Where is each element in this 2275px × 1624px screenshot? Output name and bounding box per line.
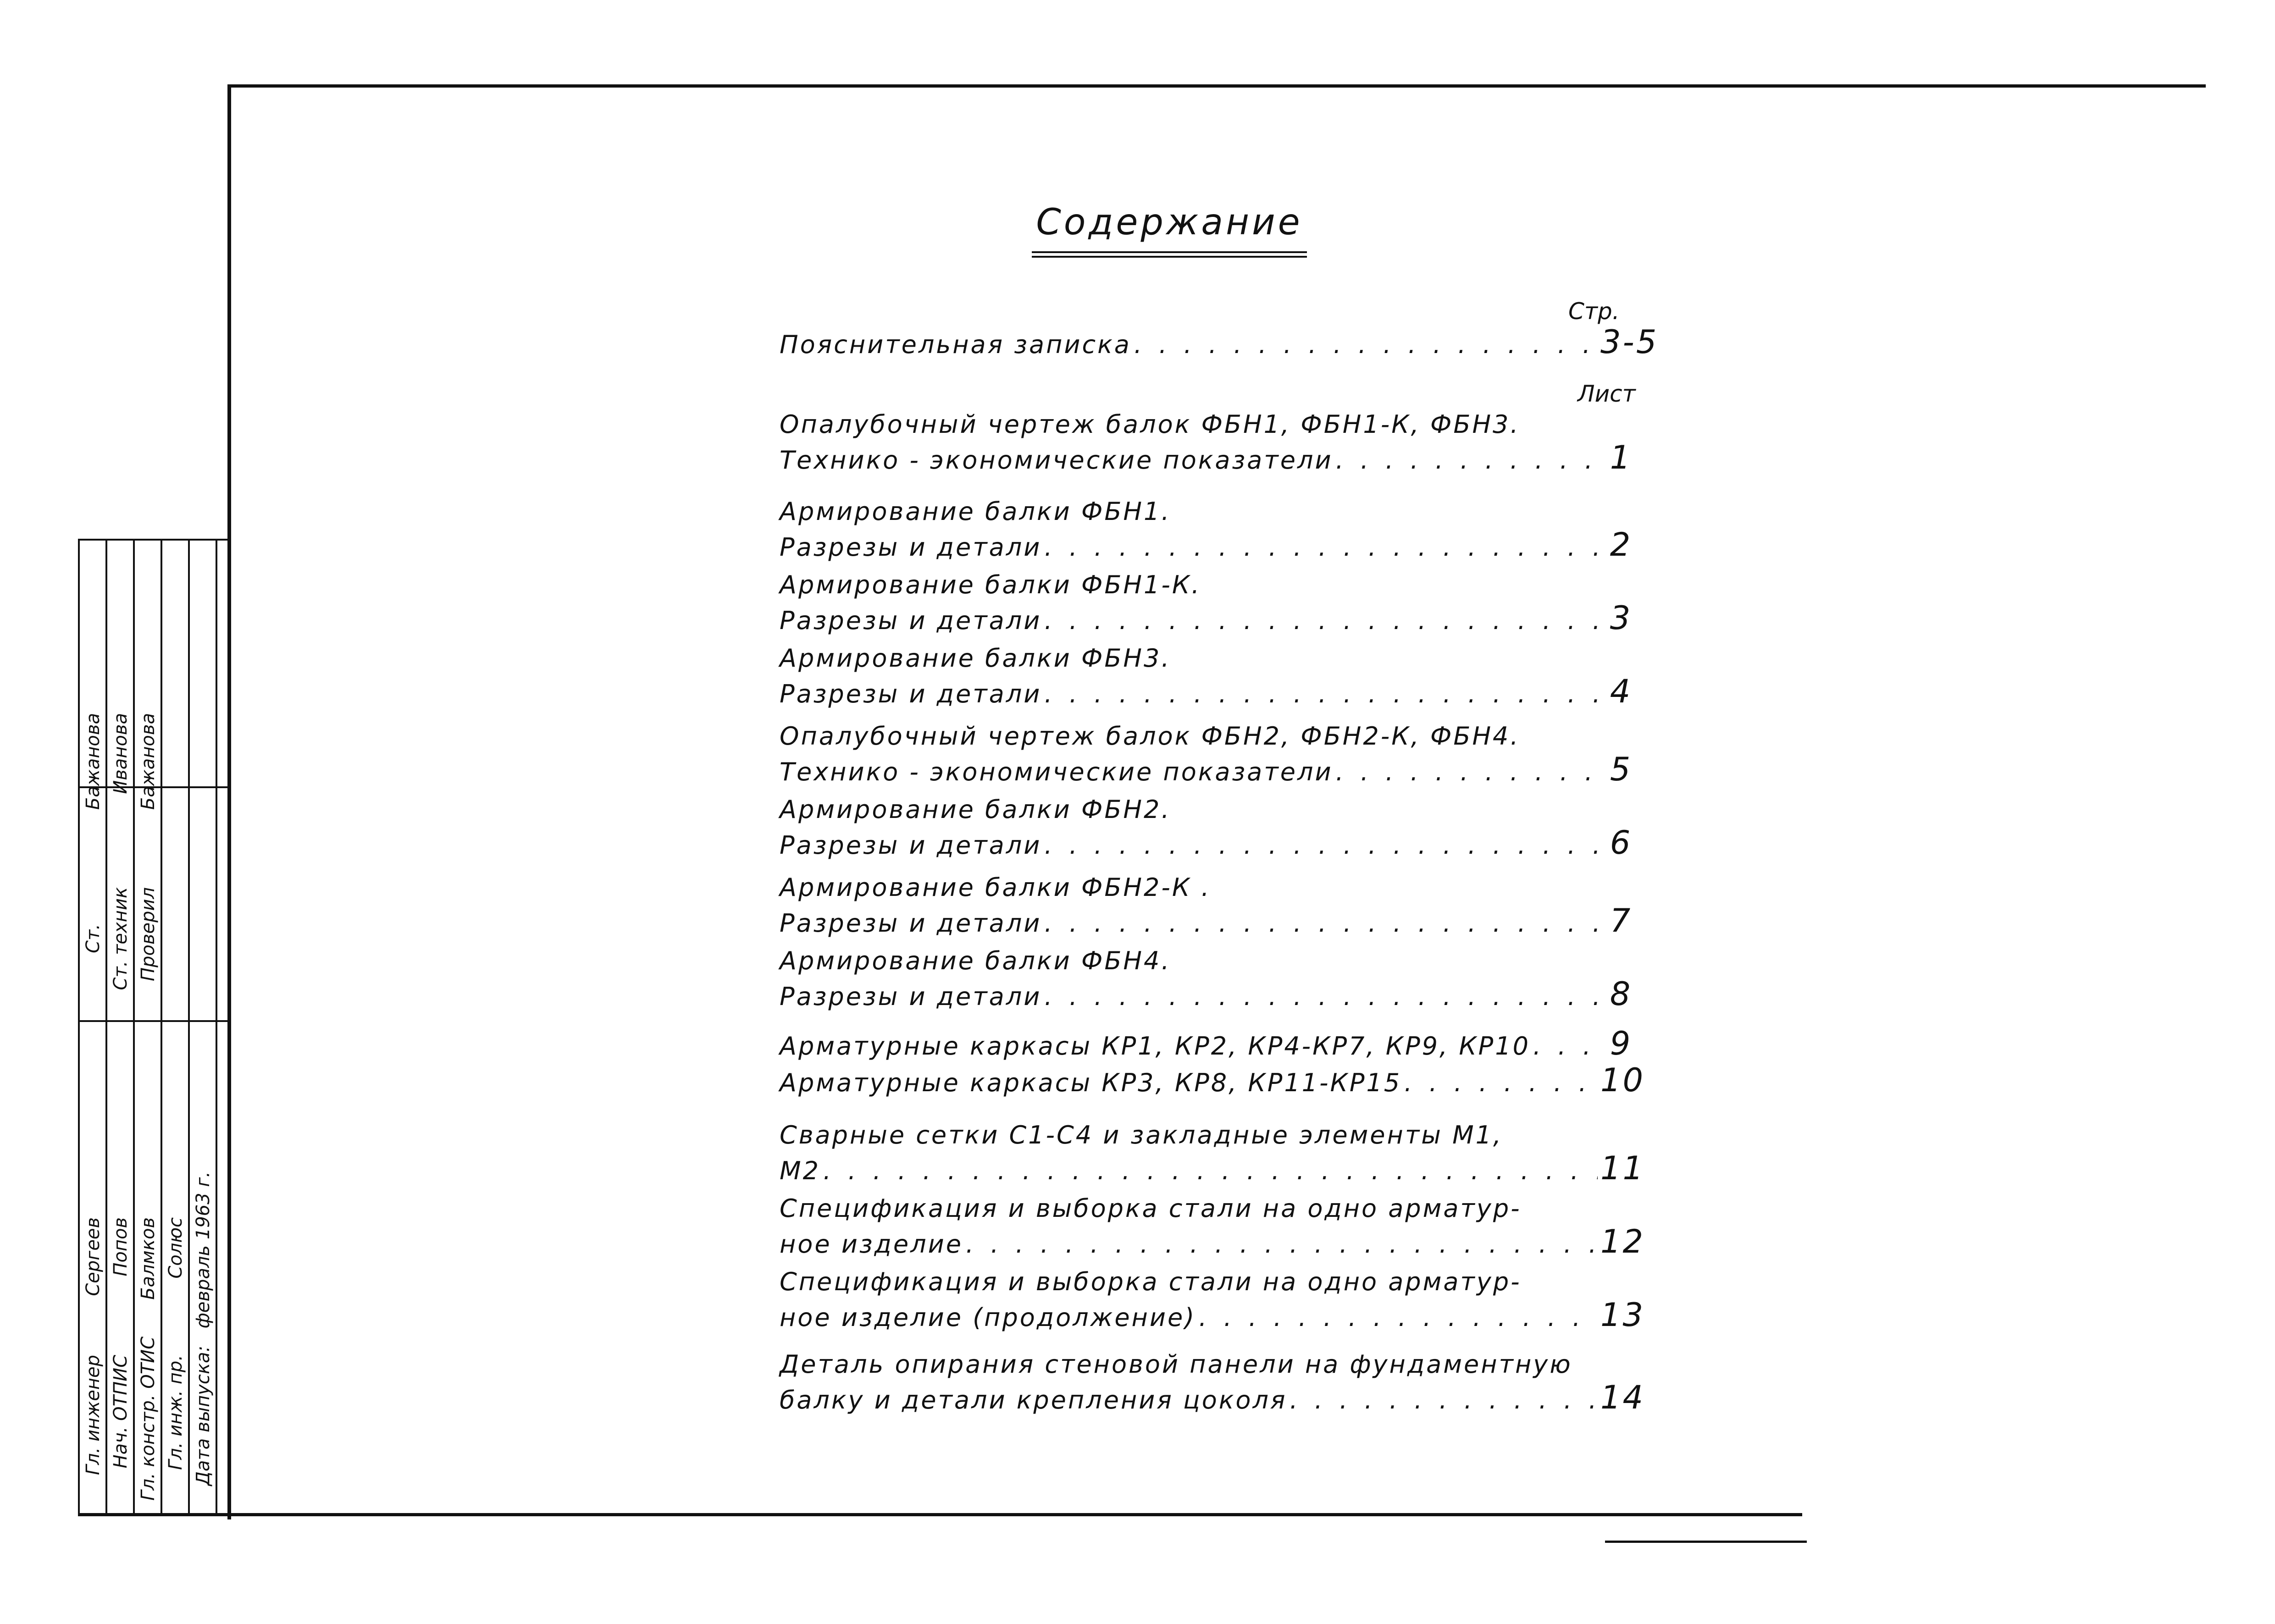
dot-leader [1199, 1301, 1598, 1334]
stamp-divider [78, 1020, 229, 1022]
toc-entry-subtitle: Разрезы и детали [780, 606, 1042, 635]
stamp-person: Солюс [165, 1217, 186, 1279]
dot-leader [1290, 1384, 1598, 1417]
stamp-date: февраль 1963 г. [193, 1171, 214, 1329]
title-underline [1032, 251, 1307, 253]
frame-top-border [229, 84, 2206, 88]
stamp-role: Гл. инж. пр. [165, 1355, 186, 1470]
toc-entry-title: Опалубочный чертеж балок ФБН2, ФБН2-К, ФБН4. [780, 722, 1520, 751]
toc-entry-subtitle: Технико - экономические показатели [780, 757, 1333, 786]
page-column-label: Стр. [1568, 298, 1620, 325]
stamp-top-line [78, 539, 229, 541]
toc-entry-subtitle: ное изделие (продолжение) [780, 1303, 1196, 1332]
stamp-column-line [78, 539, 80, 1513]
stamp-column-line [161, 539, 162, 1513]
toc-entry-title: Армирование балки ФБН3. [780, 644, 1171, 673]
stamp-role: Проверил [138, 887, 159, 982]
dot-leader [1044, 678, 1598, 711]
dot-leader [1336, 756, 1598, 789]
toc-entry-subtitle: Разрезы и детали [780, 533, 1042, 562]
toc-entry-subtitle: Пояснительная записка [780, 330, 1131, 359]
stamp-column-line [216, 539, 217, 1513]
toc-entry-title: Опалубочный чертеж балок ФБН1, ФБН1-К, ФБН3. [780, 410, 1520, 439]
stamp-person: Бажанова [138, 713, 159, 810]
toc-entry-number: 11 [1600, 1149, 1645, 1187]
dot-leader [966, 1228, 1598, 1261]
toc-entry-subtitle: балку и детали крепления цоколя [780, 1386, 1287, 1414]
stamp-person: Сергеев [83, 1217, 104, 1296]
toc-entry-line [780, 975, 1642, 1013]
toc-entry-title: Армирование балки ФБН1-К. [780, 570, 1201, 599]
stamp-role: Гл. инженер [83, 1355, 104, 1475]
stamp-person: Бажанова [83, 713, 104, 810]
stamp-column-line [188, 539, 190, 1513]
toc-entry-line [780, 1223, 1645, 1261]
toc-entry [780, 1027, 1642, 1063]
stamp-role: Гл. констр. ОТИС [138, 1337, 159, 1501]
toc-entry-number: 10 [1600, 1061, 1645, 1099]
toc-entry-line [780, 599, 1642, 637]
toc-entry-number: 3-5 [1600, 323, 1659, 361]
stamp-person: Иванова [110, 713, 131, 794]
toc-entry-line [780, 323, 1659, 361]
toc-entry [780, 793, 1642, 862]
toc-entry-line [780, 904, 1642, 940]
dot-leader [1044, 531, 1598, 564]
stamp-role: Ст. техник [110, 887, 131, 990]
toc-entry-number: 4 [1610, 673, 1633, 710]
stamp-person: Попов [110, 1217, 131, 1276]
dot-leader [1044, 980, 1598, 1013]
toc-entry [780, 945, 1642, 1013]
dot-leader [1533, 1030, 1598, 1063]
toc-entry [780, 495, 1642, 564]
dot-leader [823, 1154, 1598, 1188]
dot-leader [1044, 604, 1598, 637]
stamp-column-line [133, 539, 135, 1513]
toc-entry-subtitle: Разрезы и детали [780, 982, 1042, 1011]
stamp-column-line [105, 539, 107, 1513]
dot-leader [1336, 444, 1598, 477]
toc-entry-subtitle: Разрезы и детали [780, 909, 1042, 938]
toc-entry-line [780, 1061, 1645, 1099]
sheet-column-label: Лист [1578, 381, 1636, 407]
toc-entry [780, 871, 1642, 940]
toc-entry-subtitle: Технико - экономические показатели [780, 446, 1333, 475]
toc-entry-line [780, 528, 1642, 564]
frame-bottom-border [78, 1513, 1802, 1516]
toc-entry-title: Армирование балки ФБН2. [780, 795, 1171, 824]
toc-entry [780, 408, 1642, 477]
stamp-person: Балмков [138, 1217, 159, 1300]
title-block-stamp [78, 539, 229, 1513]
toc-entry-line [780, 675, 1642, 711]
toc-entry-number: 9 [1610, 1025, 1633, 1062]
toc-entry-title: Спецификация и выборка стали на одно арматур- [780, 1267, 1522, 1296]
dot-leader [1044, 907, 1598, 940]
toc-entry-subtitle: ное изделие [780, 1230, 963, 1259]
toc-entry-title: Спецификация и выборка стали на одно арматур- [780, 1194, 1522, 1223]
toc-entry [780, 720, 1642, 789]
dot-leader [1044, 829, 1598, 862]
toc-entry-subtitle: М2 [780, 1156, 820, 1185]
toc-entry [780, 569, 1642, 637]
toc-entry-subtitle: Арматурные каркасы КР1, КР2, КР4-КР7, КР9, КР10 [780, 1032, 1530, 1061]
toc-entry-number: 12 [1600, 1223, 1645, 1260]
toc-entry-subtitle: Разрезы и детали [780, 831, 1042, 860]
toc-entry-line [780, 1149, 1645, 1188]
toc-entry-line [780, 1027, 1642, 1063]
toc-entry-number: 6 [1610, 824, 1633, 862]
stamp-role: Ст. [83, 924, 104, 953]
title-underline-2 [1032, 256, 1307, 258]
toc-entry-title: Деталь опирания стеновой панели на фундаментную [780, 1350, 1572, 1379]
frame-bottom-border-segment [1605, 1541, 1807, 1543]
toc-entry-number: 7 [1610, 902, 1633, 939]
toc-entry-line [780, 826, 1642, 862]
toc-entry [780, 323, 1659, 361]
stamp-role: Дата выпуска: [193, 1346, 214, 1486]
toc-entry [780, 1192, 1645, 1261]
dot-leader [1404, 1066, 1598, 1099]
toc-entry-line [780, 1296, 1645, 1334]
toc-entry-line [780, 441, 1642, 477]
toc-entry-number: 3 [1610, 599, 1633, 637]
toc-entry-title: Армирование балки ФБН2-К . [780, 873, 1211, 902]
toc-entry-subtitle: Разрезы и детали [780, 679, 1042, 708]
toc-entry-line [780, 753, 1642, 789]
toc-entry-number: 13 [1600, 1296, 1645, 1334]
toc-entry-title: Сварные сетки С1-С4 и закладные элементы М1, [780, 1121, 1503, 1149]
toc-entry [780, 642, 1642, 711]
toc-entry-number: 2 [1610, 526, 1633, 563]
toc-entry-subtitle: Арматурные каркасы КР3, КР8, КР11-КР15 [780, 1068, 1402, 1097]
toc-entry-title: Армирование балки ФБН1. [780, 497, 1171, 526]
toc-entry [780, 1348, 1645, 1417]
toc-entry-line [780, 1379, 1645, 1417]
toc-entry-number: 14 [1600, 1379, 1645, 1416]
toc-entry-number: 1 [1610, 439, 1633, 476]
toc-entry [780, 1265, 1645, 1334]
dot-leader [1134, 328, 1598, 361]
toc-entry-number: 8 [1610, 975, 1633, 1013]
toc-entry [780, 1119, 1645, 1188]
toc-entry-number: 5 [1610, 751, 1633, 788]
toc-entry-title: Армирование балки ФБН4. [780, 946, 1171, 975]
page-title: Содержание [1036, 202, 1303, 243]
toc-entry [780, 1061, 1645, 1099]
stamp-role: Нач. ОТПИС [110, 1355, 131, 1469]
